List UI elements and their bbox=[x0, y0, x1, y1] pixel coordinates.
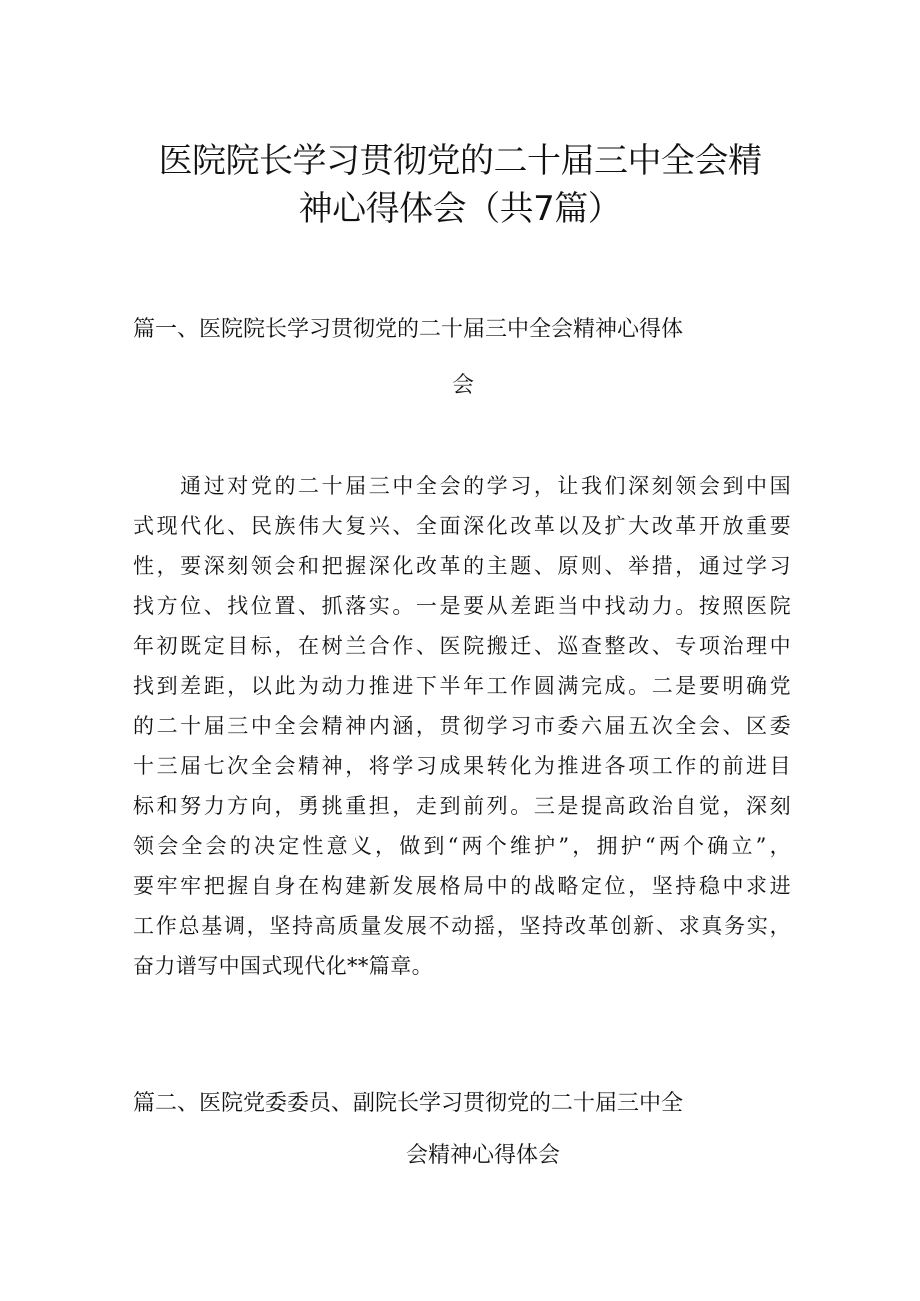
body-line: 领会全会的决定性意义，做到“两个维护”，拥护“两个确立”， bbox=[133, 834, 791, 858]
body-line: 工作总基调，坚持高质量发展不动摇，坚持改革创新、求真务实， bbox=[133, 914, 791, 938]
body-line: 找到差距，以此为动力推进下半年工作圆满完成。二是要明确党 bbox=[133, 674, 791, 698]
body-line-last: 奋力谱写中国式现代化**篇章。 bbox=[133, 954, 433, 978]
body-line: 标和努力方向，勇挑重担，走到前列。三是提高政治自觉，深刻 bbox=[133, 794, 791, 818]
section-1-heading bbox=[133, 314, 793, 402]
section-1-body bbox=[133, 466, 791, 986]
section-1-heading-line-1: 篇一、医院院长学习贯彻党的二十届三中全会精神心得体 bbox=[133, 317, 684, 342]
body-line: 找方位、找位置、抓落实。一是要从差距当中找动力。按照医院 bbox=[133, 594, 791, 618]
section-2-heading-line-2: 会精神心得体会 bbox=[405, 1143, 560, 1168]
body-line: 性，要深刻领会和把握深化改革的主题、原则、举措，通过学习 bbox=[133, 554, 791, 578]
document-title bbox=[120, 137, 800, 233]
body-line: 年初既定目标，在树兰合作、医院搬迁、巡查整改、专项治理中 bbox=[133, 634, 791, 658]
body-line: 要牢牢把握自身在构建新发展格局中的战略定位，坚持稳中求进 bbox=[133, 874, 791, 898]
body-line: 通过对党的二十届三中全会的学习，让我们深刻领会到中国 bbox=[133, 474, 791, 498]
section-1-heading-line-2: 会 bbox=[451, 373, 474, 398]
section-2-heading-line-1: 篇二、医院党委委员、副院长学习贯彻党的二十届三中全 bbox=[133, 1091, 684, 1116]
section-2-heading bbox=[133, 1088, 793, 1172]
document-title-line-1: 医院院长学习贯彻党的二十届三中全会精 bbox=[158, 141, 762, 181]
body-line: 十三届七次全会精神，将学习成果转化为推进各项工作的前进目 bbox=[133, 754, 791, 778]
body-line: 的二十届三中全会精神内涵，贯彻学习市委六届五次全会、区委 bbox=[133, 714, 791, 738]
body-line: 式现代化、民族伟大复兴、全面深化改革以及扩大改革开放重要 bbox=[133, 514, 791, 538]
document-title-line-2: 神心得体会（共7篇） bbox=[298, 189, 622, 229]
